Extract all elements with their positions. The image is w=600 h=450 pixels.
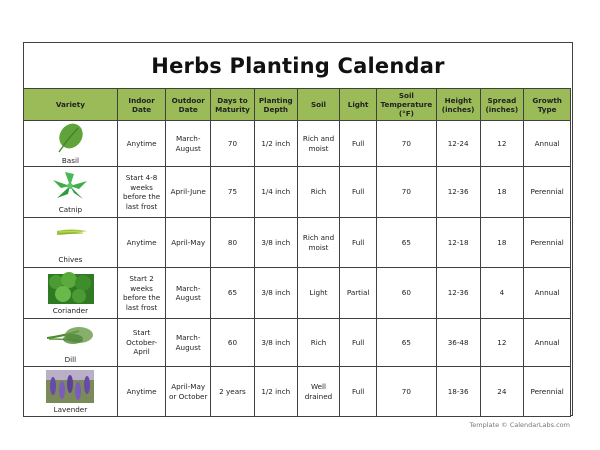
height: 18-36 xyxy=(436,367,480,417)
header-row xyxy=(24,89,571,121)
soil: Rich xyxy=(297,167,340,218)
growth-type: Perennial xyxy=(524,367,571,417)
variety-name: Dill xyxy=(64,355,77,365)
indoor-date: Start October-April xyxy=(117,319,166,367)
coriander-icon xyxy=(43,272,97,304)
light: Full xyxy=(340,218,377,268)
table-row xyxy=(24,121,571,167)
col-header-outdoor-date: Outdoor Date xyxy=(166,89,211,121)
days-to-maturity: 80 xyxy=(211,218,255,268)
outdoor-date: March-August xyxy=(166,319,211,367)
catnip-leaves-icon xyxy=(43,171,97,203)
basil-leaf-icon xyxy=(43,122,97,154)
days-to-maturity: 65 xyxy=(211,268,255,319)
planting-calendar-sheet xyxy=(23,42,573,416)
soil-temperature: 65 xyxy=(376,218,436,268)
col-header-soil-temperature: Soil Temperature (°F) xyxy=(376,89,436,121)
spread: 12 xyxy=(480,319,524,367)
spread: 4 xyxy=(480,268,524,319)
variety-cell xyxy=(24,268,118,319)
planting-depth: 3/8 inch xyxy=(254,319,297,367)
variety-name: Catnip xyxy=(58,204,83,214)
planting-depth: 3/8 inch xyxy=(254,218,297,268)
col-header-growth-type: Growth Type xyxy=(524,89,571,121)
light: Full xyxy=(340,167,377,218)
chives-icon xyxy=(43,221,97,253)
soil: Rich and moist xyxy=(297,121,340,167)
variety-name: Chives xyxy=(58,255,83,265)
col-header-days-to-maturity: Days to Maturity xyxy=(211,89,255,121)
soil-temperature: 65 xyxy=(376,319,436,367)
variety-cell xyxy=(24,167,118,218)
outdoor-date: March-August xyxy=(166,121,211,167)
spread: 12 xyxy=(480,121,524,167)
indoor-date: Start 2 weeks before the last frost xyxy=(117,268,166,319)
days-to-maturity: 75 xyxy=(211,167,255,218)
planting-depth: 3/8 inch xyxy=(254,268,297,319)
growth-type: Annual xyxy=(524,268,571,319)
growth-type: Perennial xyxy=(524,167,571,218)
table-row xyxy=(24,319,571,367)
height: 12-24 xyxy=(436,121,480,167)
col-header-indoor-date: Indoor Date xyxy=(117,89,166,121)
page-title: Herbs Planting Calendar xyxy=(151,54,445,78)
height: 12-18 xyxy=(436,218,480,268)
growth-type: Perennial xyxy=(524,218,571,268)
herbs-table xyxy=(23,88,571,417)
soil: Light xyxy=(297,268,340,319)
outdoor-date: April-May or October xyxy=(166,367,211,417)
col-header-spread: Spread (inches) xyxy=(480,89,524,121)
height: 12-36 xyxy=(436,268,480,319)
soil: Rich xyxy=(297,319,340,367)
dill-icon xyxy=(43,321,97,353)
col-header-light: Light xyxy=(340,89,377,121)
col-header-height: Height (inches) xyxy=(436,89,480,121)
light: Full xyxy=(340,319,377,367)
days-to-maturity: 60 xyxy=(211,319,255,367)
height: 36-48 xyxy=(436,319,480,367)
spread: 24 xyxy=(480,367,524,417)
soil-temperature: 60 xyxy=(376,268,436,319)
height: 12-36 xyxy=(436,167,480,218)
light: Full xyxy=(340,121,377,167)
light: Full xyxy=(340,367,377,417)
variety-cell xyxy=(24,121,118,167)
outdoor-date: March-August xyxy=(166,268,211,319)
indoor-date: Anytime xyxy=(117,367,166,417)
variety-cell xyxy=(24,218,118,268)
indoor-date: Anytime xyxy=(117,121,166,167)
soil-temperature: 70 xyxy=(376,367,436,417)
table-row xyxy=(24,167,571,218)
soil-temperature: 70 xyxy=(376,167,436,218)
planting-depth: 1/4 inch xyxy=(254,167,297,218)
days-to-maturity: 70 xyxy=(211,121,255,167)
table-row xyxy=(24,367,571,417)
planting-depth: 1/2 inch xyxy=(254,121,297,167)
outdoor-date: April-June xyxy=(166,167,211,218)
col-header-soil: Soil xyxy=(297,89,340,121)
footer-credit: Template © CalendarLabs.com xyxy=(469,421,570,429)
col-header-planting-depth: Planting Depth xyxy=(254,89,297,121)
variety-cell xyxy=(24,367,118,417)
spread: 18 xyxy=(480,218,524,268)
planting-depth: 1/2 inch xyxy=(254,367,297,417)
soil: Well drained xyxy=(297,367,340,417)
table-row xyxy=(24,218,571,268)
col-header-variety: Variety xyxy=(24,89,118,121)
days-to-maturity: 2 years xyxy=(211,367,255,417)
indoor-date: Start 4-8 weeks before the last frost xyxy=(117,167,166,218)
outdoor-date: April-May xyxy=(166,218,211,268)
table-row xyxy=(24,268,571,319)
indoor-date: Anytime xyxy=(117,218,166,268)
variety-cell xyxy=(24,319,118,367)
lavender-icon xyxy=(43,369,97,403)
variety-name: Basil xyxy=(61,156,79,166)
spread: 18 xyxy=(480,167,524,218)
variety-name: Lavender xyxy=(53,405,88,415)
soil-temperature: 70 xyxy=(376,121,436,167)
light: Partial xyxy=(340,268,377,319)
variety-name: Coriander xyxy=(52,305,89,315)
growth-type: Annual xyxy=(524,319,571,367)
growth-type: Annual xyxy=(524,121,571,167)
soil: Rich and moist xyxy=(297,218,340,268)
